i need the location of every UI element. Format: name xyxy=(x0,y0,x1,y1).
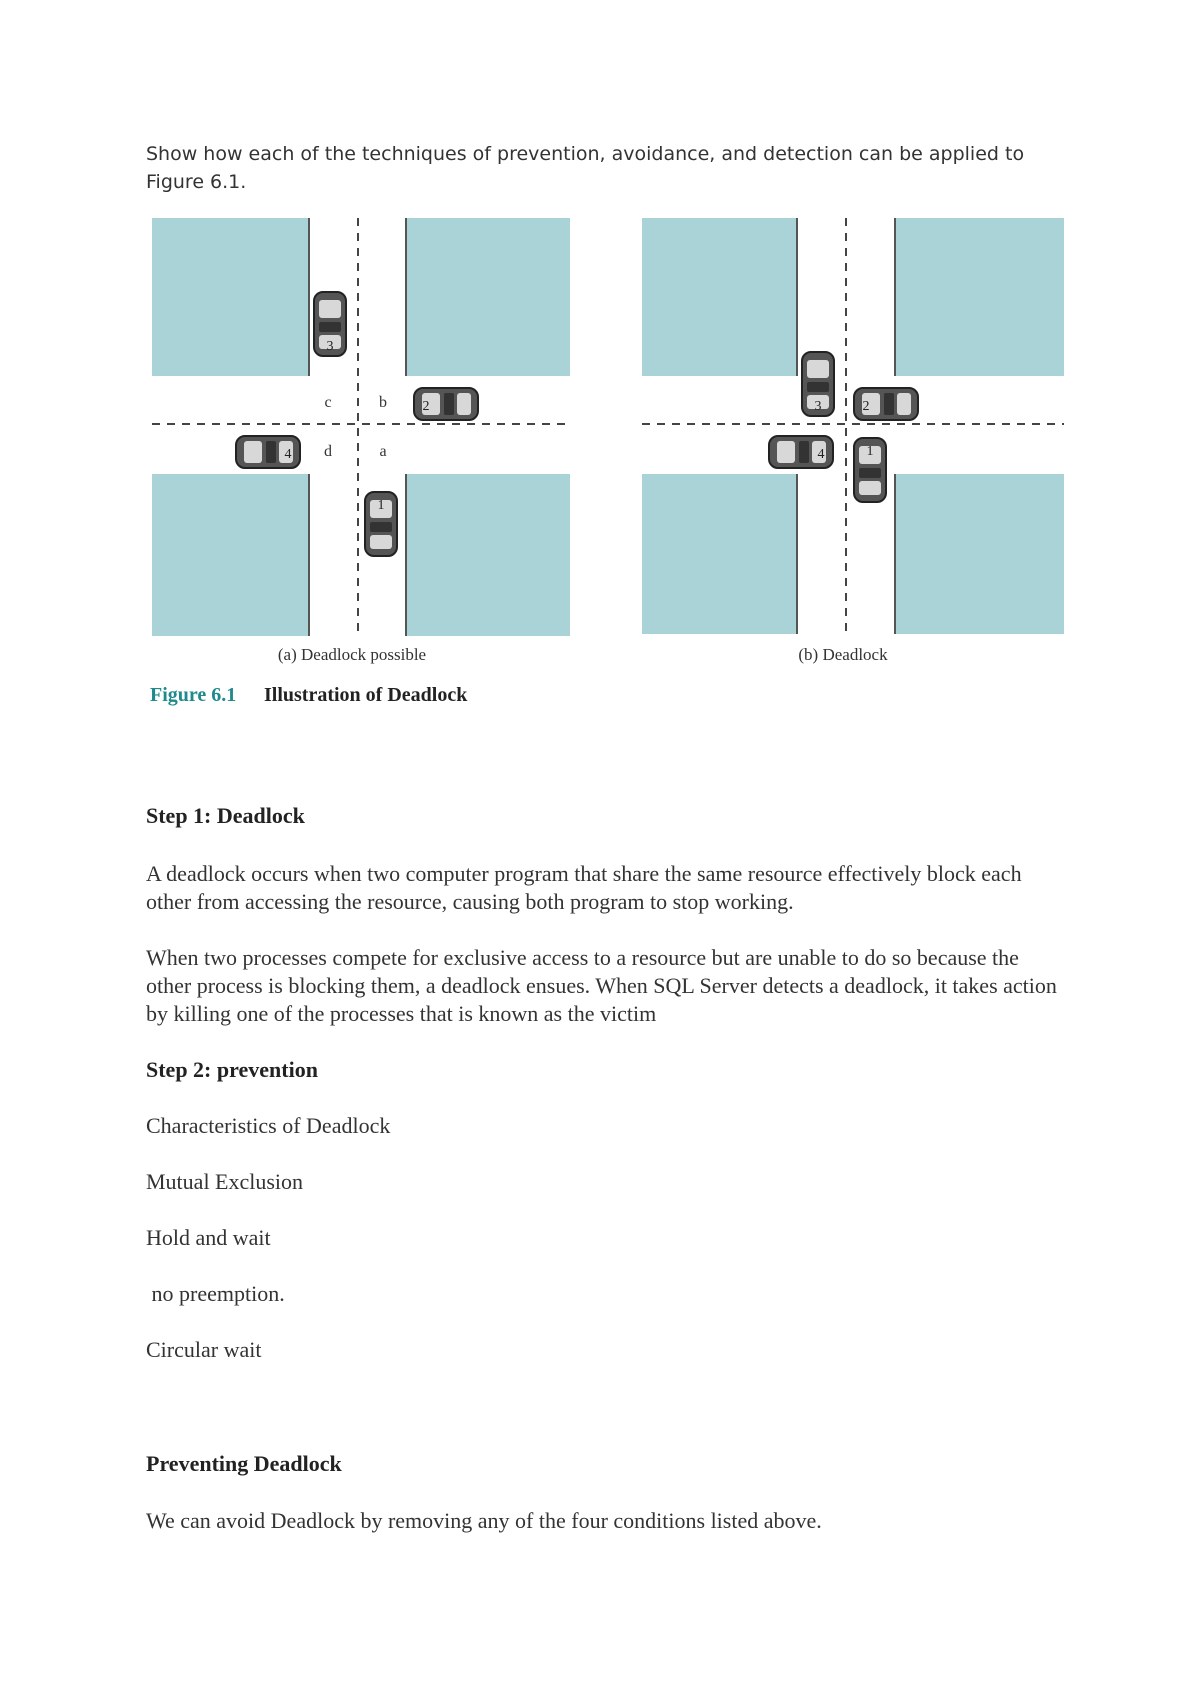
car-4-b xyxy=(769,436,833,468)
question-text: Show how each of the techniques of prevention, avoidance, and detection can be applied to Figure 6.1. xyxy=(146,143,1025,193)
step1-paragraph-2: When two processes compete for exclusive access to a resource but are unable to do so because the other process is blocking them, a deadlock ensues. When SQL Server detects a deadlock, it takes action by killing one of the processes that is known as the victim xyxy=(146,945,1057,1026)
block-top-right xyxy=(895,218,1064,376)
svg-text:2: 2 xyxy=(422,399,430,414)
svg-text:2: 2 xyxy=(862,399,870,414)
car-3-a xyxy=(314,292,346,356)
step1-heading: Step 1: Deadlock xyxy=(146,803,305,828)
svg-text:4: 4 xyxy=(284,447,292,462)
car-4-a xyxy=(236,436,300,468)
panel-b xyxy=(642,218,1064,664)
car-2-b xyxy=(854,388,918,420)
svg-text:4: 4 xyxy=(817,447,825,462)
svg-text:1: 1 xyxy=(866,444,874,459)
figure-caption-title: Illustration of Deadlock xyxy=(264,684,468,706)
step2-item: no preemption. xyxy=(146,1281,285,1306)
block-top-left xyxy=(642,218,797,376)
block-bottom-left xyxy=(642,474,797,634)
figure-caption-number: Figure 6.1 xyxy=(150,684,237,706)
car-2-a xyxy=(414,388,478,420)
svg-text:1: 1 xyxy=(377,498,385,513)
panel-a xyxy=(152,218,570,664)
preventing-paragraph: We can avoid Deadlock by removing any of the four conditions listed above. xyxy=(146,1508,822,1533)
step2-item: Hold and wait xyxy=(146,1225,271,1250)
quadrant-label-a: a xyxy=(379,443,387,460)
panel-b-caption: (b) Deadlock xyxy=(798,645,888,664)
svg-text:3: 3 xyxy=(814,399,822,414)
quadrant-label-c: c xyxy=(324,394,332,411)
block-bottom-right xyxy=(895,474,1064,634)
figure-svg xyxy=(146,212,1076,722)
car-1-b xyxy=(854,438,886,502)
svg-text:3: 3 xyxy=(326,339,334,354)
step2-heading: Step 2: prevention xyxy=(146,1057,318,1082)
quadrant-label-b: b xyxy=(379,394,387,411)
block-bottom-left xyxy=(152,474,309,636)
quadrant-label-d: d xyxy=(324,443,332,460)
block-bottom-right xyxy=(406,474,570,636)
figure-6-1 xyxy=(146,212,1076,722)
step2-item: Characteristics of Deadlock xyxy=(146,1113,391,1138)
car-3-b xyxy=(802,352,834,416)
step2-item: Circular wait xyxy=(146,1337,262,1362)
block-top-right xyxy=(406,218,570,376)
preventing-heading: Preventing Deadlock xyxy=(146,1451,342,1476)
panel-a-caption: (a) Deadlock possible xyxy=(277,645,427,664)
step2-item: Mutual Exclusion xyxy=(146,1169,304,1194)
block-top-left xyxy=(152,218,309,376)
car-1-a xyxy=(365,492,397,556)
step1-paragraph-1: A deadlock occurs when two computer program that share the same resource effectively block each other from accessing the resource, causing both program to stop working. xyxy=(146,861,1022,914)
